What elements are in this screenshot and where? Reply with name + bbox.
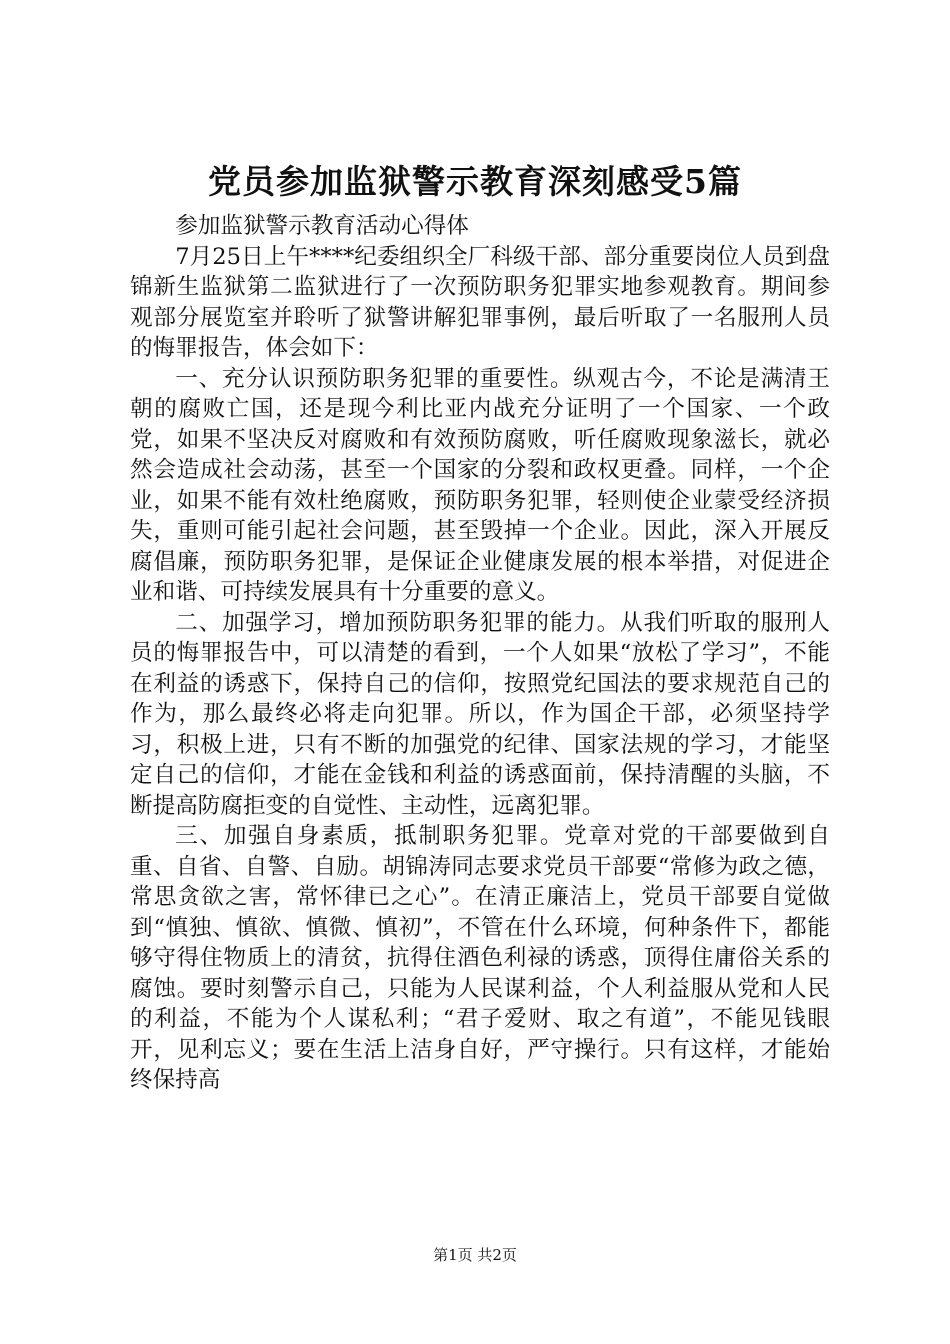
section-two-paragraph: 二、加强学习，增加预防职务犯罪的能力。从我们听取的服刑人员的悔罪报告中，可以清楚的看到，一个人如果“放松了学习”，不能在利益的诱惑下，保持自己的信仰，按照党纪国法的要求规范自己的作为，那么最终必将走向犯罪。所以，作为国企干部，必须坚持学习，积极上进，只有不断的加强党的纪律、国家法规的学习，才能坚定自己的信仰，才能在金钱和利益的诱惑面前，保持清醒的头脑，不断提高防腐拒变的自觉性、主动性，远离犯罪。	[130, 609, 830, 819]
document-body	[130, 211, 830, 1096]
section-one-paragraph: 一、充分认识预防职务犯罪的重要性。纵观古今，不论是满清王朝的腐败亡国，还是现今利比亚内战充分证明了一个国家、一个政党，如果不坚决反对腐败和有效预防腐败，听任腐败现象滋长，就必然会造成社会动荡，甚至一个国家的分裂和政权更叠。同样，一个企业，如果不能有效杜绝腐败，预防职务犯罪，轻则使企业蒙受经济损失，重则可能引起社会问题，甚至毁掉一个企业。因此，深入开展反腐倡廉，预防职务犯罪，是保证企业健康发展的根本举措，对促进企业和谐、可持续发展具有十分重要的意义。	[130, 365, 830, 605]
page-footer: 第1页 共2页	[433, 1246, 517, 1264]
document-title: 党员参加监狱警示教育深刻感受5篇	[208, 162, 742, 201]
intro-paragraph: 7月25日上午****纪委组织全厂科级干部、部分重要岗位人员到盘锦新生监狱第二监狱进行了一次预防职务犯罪实地参观教育。期间参观部分展览室并聆听了狱警讲解犯罪事例，最后听取了一名服刑人员的悔罪报告，体会如下：	[130, 243, 830, 361]
subtitle-paragraph: 参加监狱警示教育活动心得体	[175, 213, 469, 239]
section-three-paragraph: 三、加强自身素质，抵制职务犯罪。党章对党的干部要做到自重、自省、自警、自励。胡锦涛同志要求党员干部要“常修为政之德，常思贪欲之害，常怀律已之心”。在清正廉洁上，党员干部要自觉做到“慎独、慎欲、慎微、慎初”，不管在什么环境，何种条件下，都能够守得住物质上的清贫，抗得住酒色利禄的诱惑，顶得住庸俗关系的腐蚀。要时刻警示自己，只能为人民谋利益，个人利益服从党和人民的利益，不能为个人谋私利；“君子爱财、取之有道”，不能见钱眼开，见利忘义；要在生活上洁身自好，严守操行。只有这样，才能始终保持高	[130, 823, 830, 1093]
